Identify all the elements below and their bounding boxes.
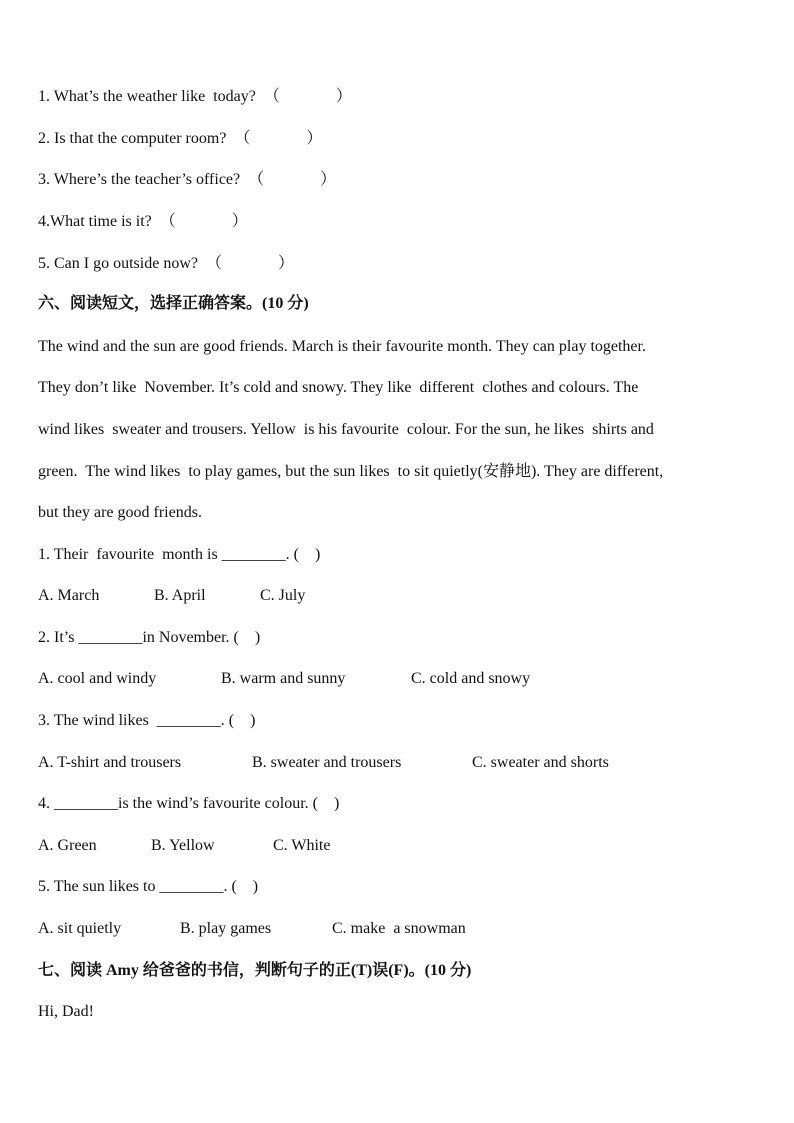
passage-line-1: The wind and the sun are good friends. March is their favourite month. They can play together.	[38, 338, 646, 355]
question-line-1: 1. What’s the weather like today? （ ）	[38, 88, 352, 105]
mc-option-4c: C. White	[273, 837, 331, 854]
mc-option-3b: B. sweater and trousers	[252, 754, 402, 771]
mc-question-4: 4. ________is the wind’s favourite colour. ( )	[38, 795, 340, 812]
mc-question-1: 1. Their favourite month is ________. ( )	[38, 546, 321, 563]
mc-option-4a: A. Green	[38, 837, 97, 854]
mc-option-2b: B. warm and sunny	[221, 670, 346, 687]
section-6-heading: 六、阅读短文，选择正确答案。(10 分)	[38, 295, 309, 312]
passage-line-3: wind likes sweater and trousers. Yellow is his favourite colour. For the sun, he likes shirts and	[38, 421, 654, 438]
mc-option-3c: C. sweater and shorts	[472, 754, 609, 771]
question-line-2: 2. Is that the computer room? （ ）	[38, 130, 323, 147]
passage-line-5: but they are good friends.	[38, 504, 202, 521]
mc-option-4b: B. Yellow	[151, 837, 215, 854]
mc-option-2a: A. cool and windy	[38, 670, 157, 687]
section-7-heading: 七、阅读 Amy 给爸爸的书信，判断句子的正(T)误(F)。(10 分)	[38, 962, 472, 979]
mc-option-1a: A. March	[38, 587, 100, 604]
question-line-3: 3. Where’s the teacher’s office? （ ）	[38, 171, 337, 188]
mc-option-1b: B. April	[154, 587, 206, 604]
passage-line-4: green. The wind likes to play games, but the sun likes to sit quietly(安静地). They are different,	[38, 463, 664, 480]
mc-option-5c: C. make a snowman	[332, 920, 466, 937]
question-line-5: 5. Can I go outside now? （ ）	[38, 255, 294, 272]
mc-option-5a: A. sit quietly	[38, 920, 122, 937]
mc-option-2c: C. cold and snowy	[411, 670, 531, 687]
mc-question-3: 3. The wind likes ________. ( )	[38, 712, 256, 729]
mc-question-5: 5. The sun likes to ________. ( )	[38, 878, 259, 895]
mc-question-2: 2. It’s ________in November. ( )	[38, 629, 261, 646]
passage-line-2: They don’t like November. It’s cold and snowy. They like different clothes and colours. The	[38, 379, 639, 396]
mc-option-3a: A. T-shirt and trousers	[38, 754, 182, 771]
mc-option-5b: B. play games	[180, 920, 272, 937]
question-line-4: 4.What time is it? （ ）	[38, 213, 248, 230]
mc-option-1c: C. July	[260, 587, 306, 604]
letter-greeting: Hi, Dad!	[38, 1003, 94, 1020]
